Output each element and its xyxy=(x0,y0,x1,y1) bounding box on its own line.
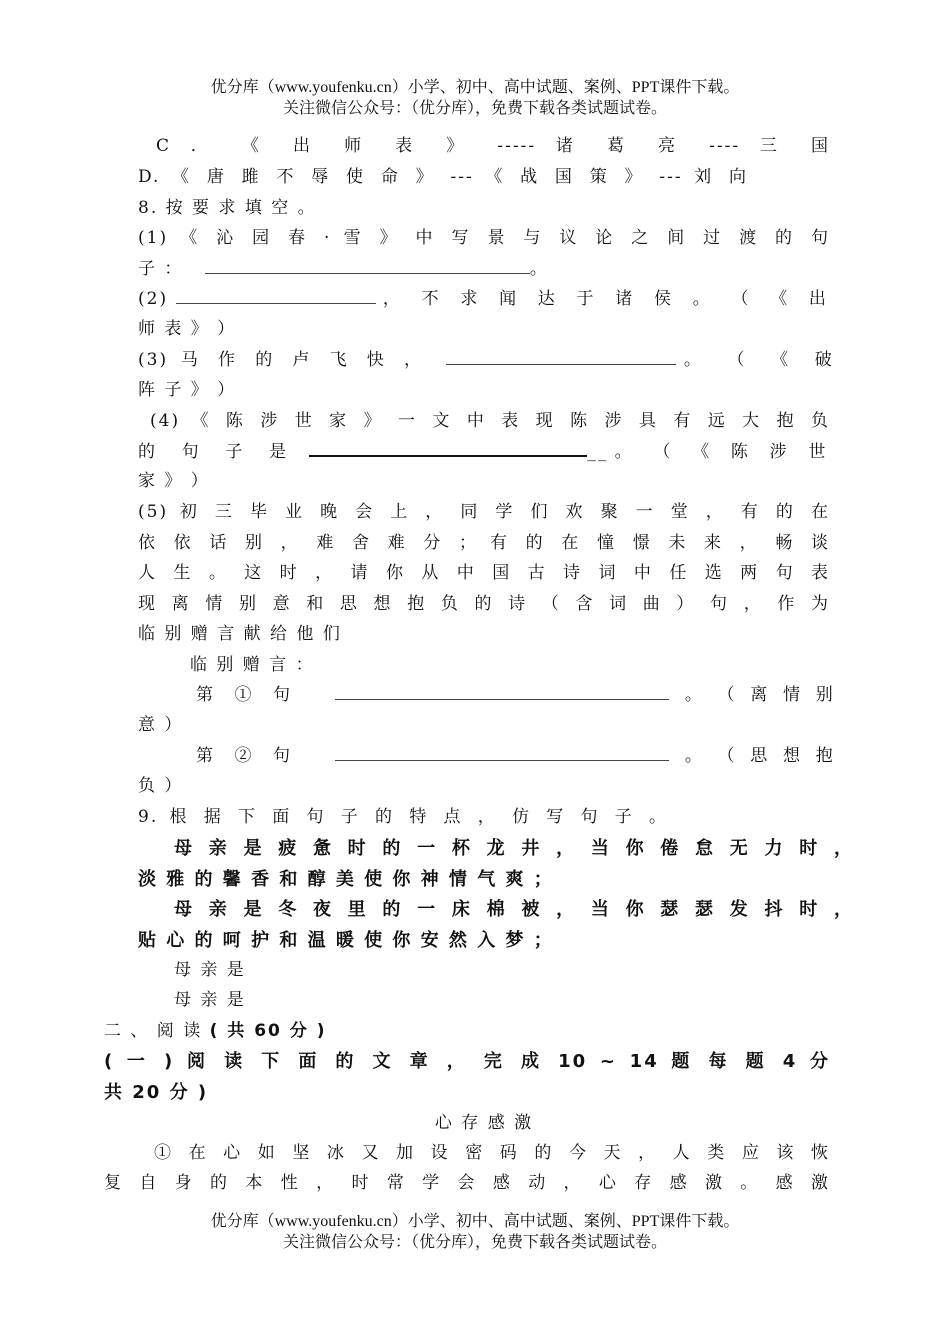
article-para1-a: ① 在 心 如 坚 冰 又 加 设 密 码 的 今 天 ， 人 类 应 该 恢 xyxy=(154,1143,830,1163)
section2-heading xyxy=(104,1019,830,1043)
q8-item2-line-b: 师 表 》 ） xyxy=(138,319,237,339)
gift-line-2 xyxy=(196,744,835,768)
q7-option-c: C ． 《 出 师 表 》 ----- 诸 葛 亮 ---- 三 国 xyxy=(156,136,830,156)
article-para1-b: 复 自 身 的 本 性 ， 时 常 学 会 感 动 ， 心 存 感 激 。 感 激 xyxy=(104,1173,830,1193)
gift-line-1b: 意 ） xyxy=(138,715,184,735)
q8-item2-suffix: ， 不 求 闻 达 于 诸 侯 。 （ 《 出 xyxy=(382,289,828,309)
q8-item1-prefix: 子 ： xyxy=(138,259,184,279)
gift2-prefix: 第 ② 句 xyxy=(196,746,292,766)
gift-line-1 xyxy=(196,683,835,707)
q9-title: 9. 根 据 下 面 句 子 的 特 点 ， 仿 写 句 子 。 xyxy=(138,807,668,827)
q7-option-d: D. 《 唐 雎 不 辱 使 命 》 --- 《 战 国 策 》 --- 刘 向 xyxy=(138,167,748,187)
q8-title: 8. 按 要 求 填 空 。 xyxy=(138,198,317,218)
gift-label: 临 别 赠 言 ： xyxy=(190,655,315,675)
q8-item3-prefix: (3) 马 作 的 卢 飞 快 ， xyxy=(138,350,423,370)
gift2-suffix: 。 （ 思 想 抱 xyxy=(684,746,835,766)
article-title: 心 存 感 激 xyxy=(434,1113,534,1133)
answer-blank[interactable] xyxy=(309,439,587,457)
q8-item5-line-4: 现 离 情 别 意 和 思 想 抱 负 的 诗 （ 含 词 曲 ） 句 ， 作 为 xyxy=(138,594,830,614)
answer-blank[interactable] xyxy=(205,257,530,274)
q9-example-2b: 贴 心 的 呵 护 和 温 暖 使 你 安 然 入 梦 ； xyxy=(138,930,554,951)
gift-line-2b: 负 ） xyxy=(138,776,184,796)
q8-item4-suffix: __。 （ 《 陈 涉 世 xyxy=(587,442,828,462)
q8-item5-line-5: 临 别 赠 言 献 给 他 们 xyxy=(138,624,342,644)
q8-item1-line-b xyxy=(138,257,830,281)
header-line-2: 关注微信公众号：（优分库），免费下载各类试题试卷。 xyxy=(282,100,667,117)
footer-line-1: 优分库（www.youfenku.cn）小学、初中、高中试题、案例、PPT课件下载。 xyxy=(210,1213,740,1230)
q8-item4-line-a: (4) 《 陈 涉 世 家 》 一 文 中 表 现 陈 涉 具 有 远 大 抱 负 xyxy=(150,411,830,431)
gift1-prefix: 第 ① 句 xyxy=(196,685,292,705)
answer-blank[interactable] xyxy=(446,348,676,365)
q9-example-2a: 母 亲 是 冬 夜 里 的 一 床 棉 被 ， 当 你 瑟 瑟 发 抖 时 ， xyxy=(174,899,854,920)
q8-item2-line-a xyxy=(138,287,830,311)
q8-item5-line-1: (5) 初 三 毕 业 晚 会 上 ， 同 学 们 欢 聚 一 堂 ， 有 的 在 xyxy=(138,502,830,522)
q8-item4-line-b xyxy=(138,439,830,464)
q9-example-1a: 母 亲 是 疲 惫 时 的 一 杯 龙 井 ， 当 你 倦 怠 无 力 时 ， xyxy=(174,838,854,859)
q8-item4-prefix: 的 句 子 是 xyxy=(138,442,288,462)
q8-item2-prefix: (2) xyxy=(138,289,169,309)
q9-blank-line-1[interactable]: 母 亲 是 xyxy=(174,960,246,980)
section2-heading-prefix: 二 、 阅 读 xyxy=(104,1021,203,1041)
q8-item5-line-2: 依 依 话 别 ， 难 舍 难 分 ； 有 的 在 憧 憬 未 来 ， 畅 谈 xyxy=(138,533,830,553)
q8-item3-line-b: 阵 子 》 ） xyxy=(138,380,237,400)
q8-item4-line-c: 家 》 ） xyxy=(138,471,210,491)
q9-blank-line-2: 母 亲 是 xyxy=(174,990,246,1010)
q9-example-1b: 淡 雅 的 馨 香 和 醇 美 使 你 神 情 气 爽 ； xyxy=(138,869,554,890)
answer-blank[interactable] xyxy=(335,683,669,700)
q8-item3-suffix: 。 （ 《 破 xyxy=(683,350,834,370)
q8-item1-line-a: (1) 《 沁 园 春 · 雪 》 中 写 景 与 议 论 之 间 过 渡 的 句 xyxy=(138,228,830,248)
section2-sub-a: ( 一 ) 阅 读 下 面 的 文 章 ， 完 成 10 ~ 14 题 每 题 4 分 xyxy=(104,1051,830,1072)
section2-sub-b: 共 20 分 ) xyxy=(104,1082,209,1103)
q8-item5-line-3: 人 生 。 这 时 ， 请 你 从 中 国 古 诗 词 中 任 选 两 句 表 xyxy=(138,563,830,583)
q8-item3-line-a xyxy=(138,348,834,372)
q8-item1-suffix: 。 xyxy=(529,259,549,279)
section2-heading-score: ( 共 60 分 ) xyxy=(209,1021,327,1041)
answer-blank[interactable] xyxy=(335,744,669,761)
answer-blank[interactable] xyxy=(176,287,376,304)
header-line-1: 优分库（www.youfenku.cn）小学、初中、高中试题、案例、PPT课件下载。 xyxy=(210,79,740,96)
footer-line-2: 关注微信公众号：（优分库），免费下载各类试题试卷。 xyxy=(282,1234,667,1251)
gift1-suffix: 。 （ 离 情 别 xyxy=(684,685,835,705)
